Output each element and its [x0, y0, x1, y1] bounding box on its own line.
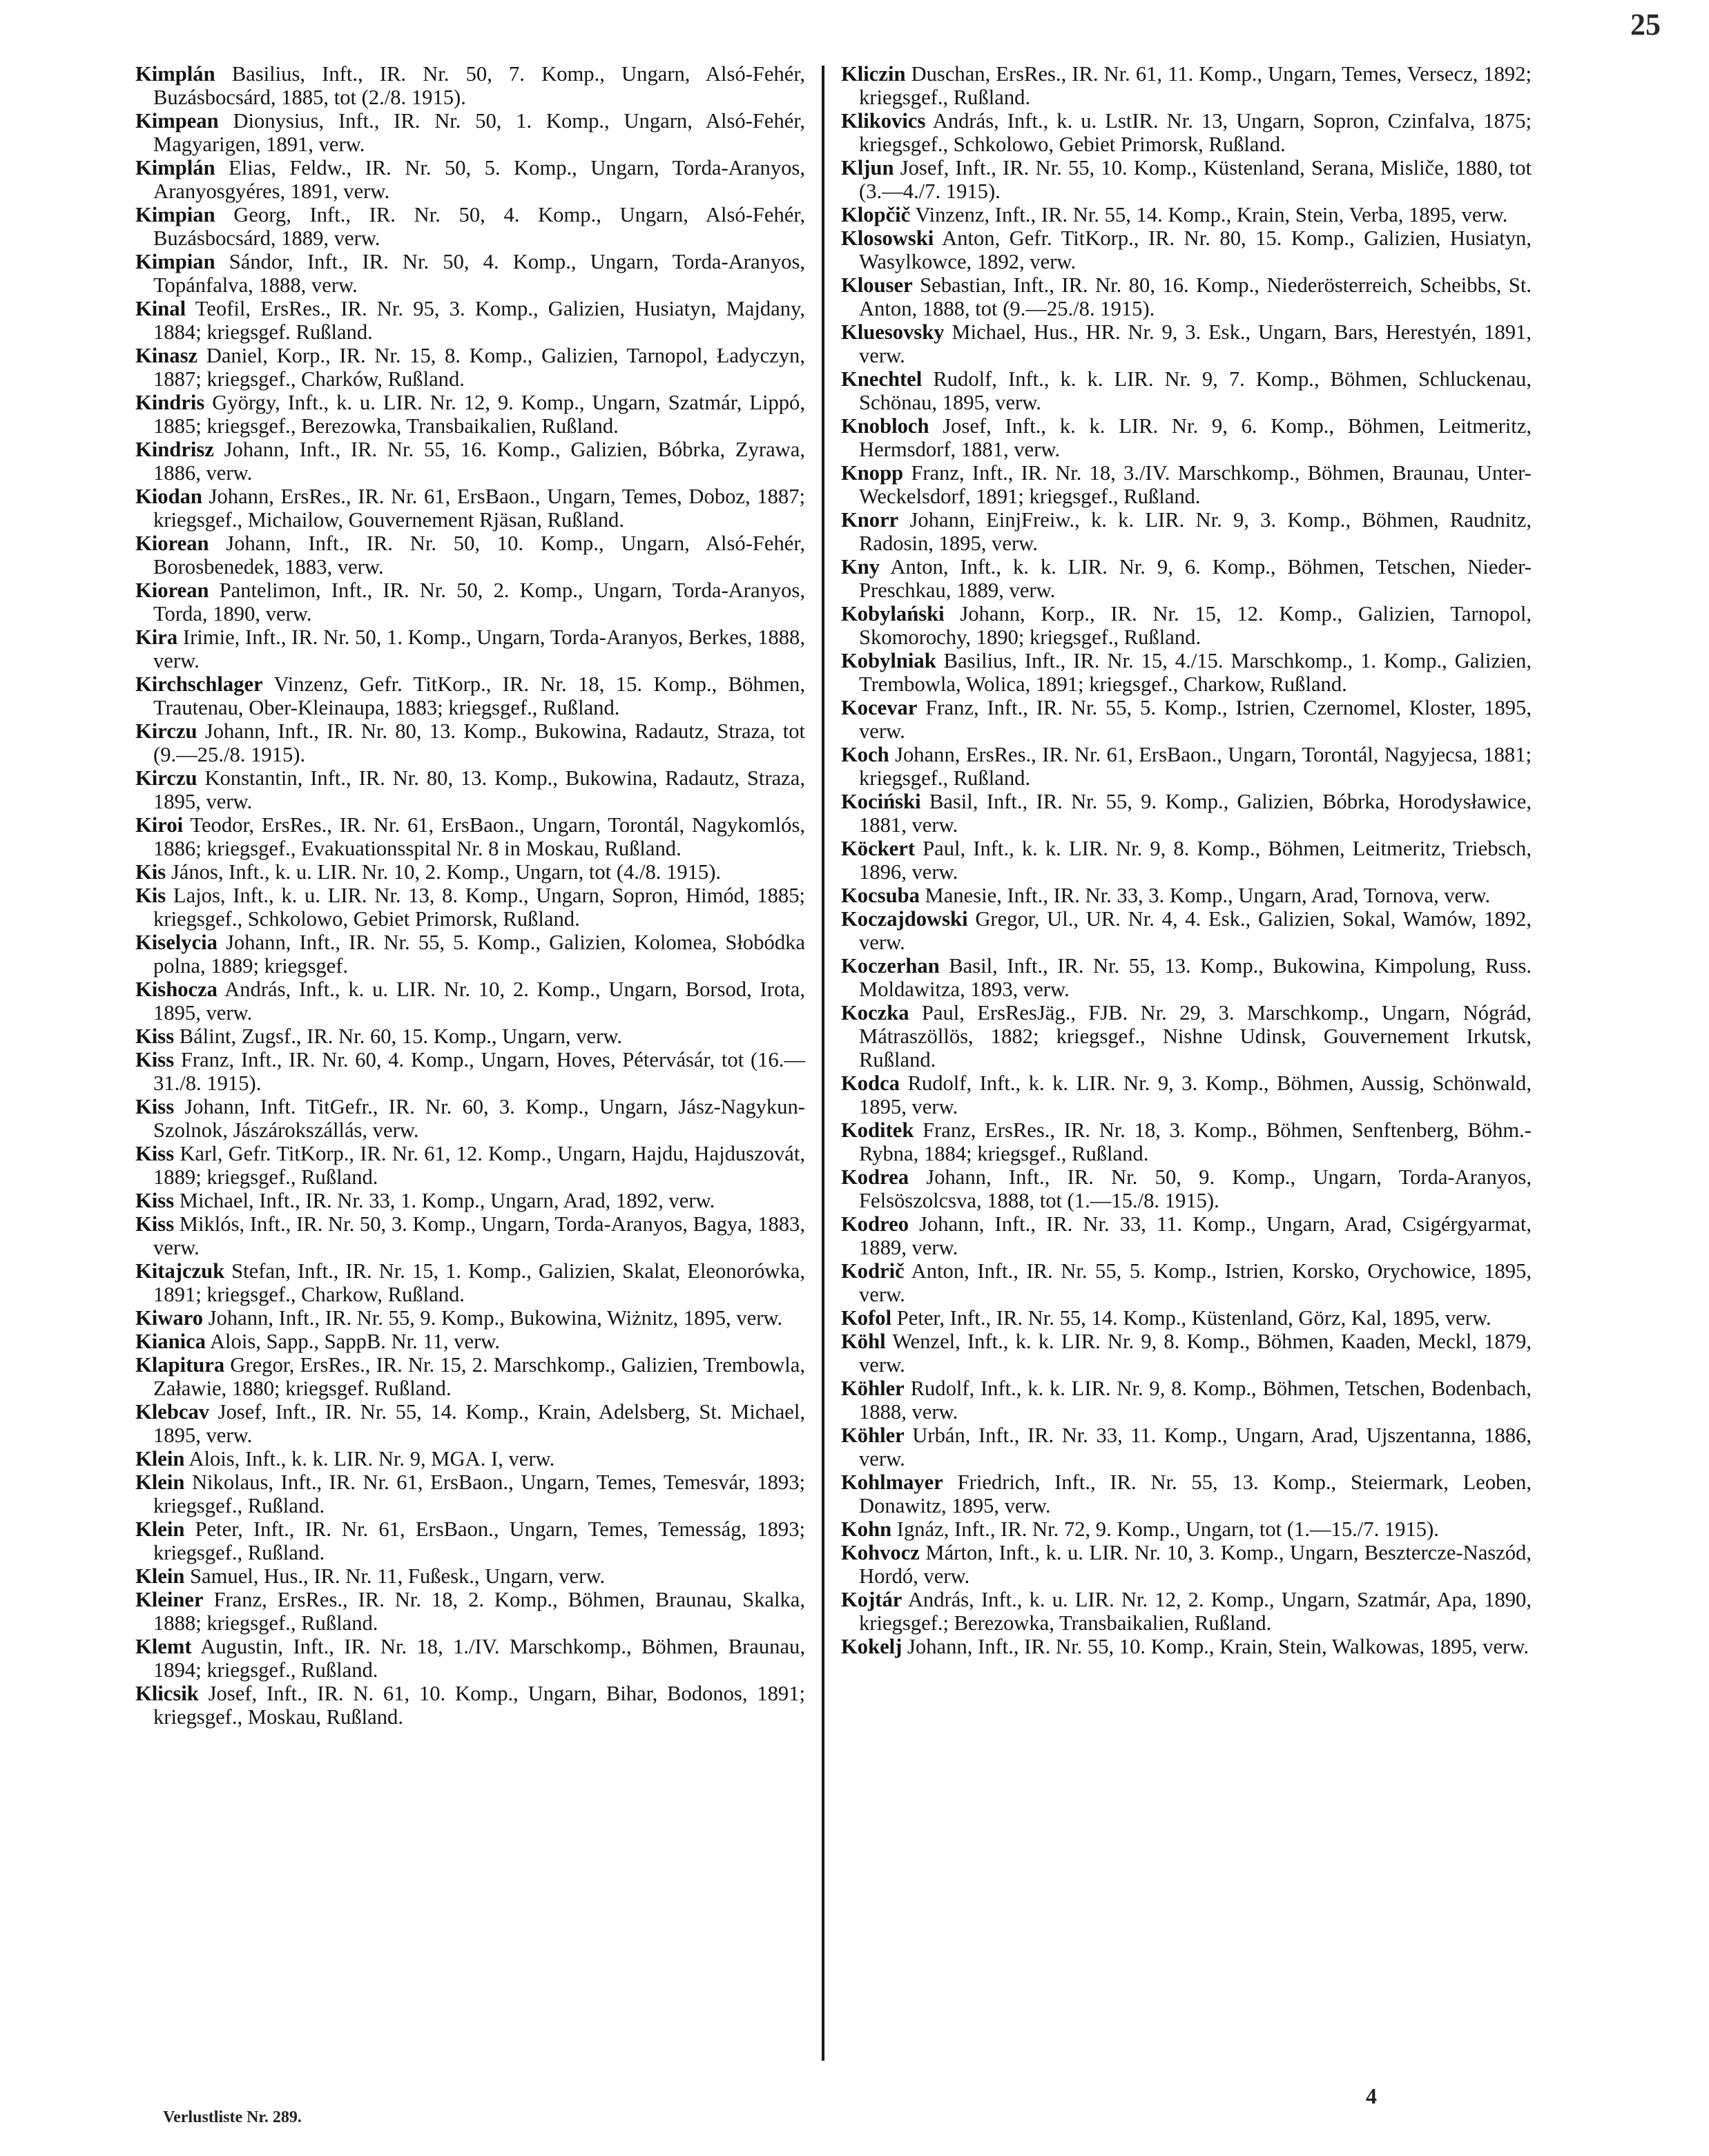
entry-surname: Kimpean	[135, 109, 219, 133]
entry-details: Franz, ErsRes., IR. Nr. 18, 2. Komp., Böhmen, Braunau, Skalka, 1888; kriegsgef., Rußland.	[153, 1588, 805, 1635]
entry-details: Peter, Inft., IR. Nr. 61, ErsBaon., Ungarn, Temes, Temesság, 1893; kriegsgef., Rußland.	[153, 1517, 805, 1564]
entry-details: Stefan, Inft., IR. Nr. 15, 1. Komp., Galizien, Skalat, Eleonorówka, 1891; kriegsgef., Charkow, Rußland.	[153, 1259, 805, 1306]
entry-details: Basil, Inft., IR. Nr. 55, 13. Komp., Bukowina, Kimpolung, Russ. Moldawitza, 1893, verw.	[859, 954, 1532, 1001]
casualty-entry	[135, 931, 805, 978]
entry-details: Manesie, Inft., IR. Nr. 33, 3. Komp., Ungarn, Arad, Tornova, verw.	[919, 884, 1491, 907]
entry-details: Augustin, Inft., IR. Nr. 18, 1./IV. Marschkomp., Böhmen, Braunau, 1894; kriegsgef., Rußland.	[153, 1635, 805, 1682]
entry-details: Johann, Inft., IR. Nr. 50, 10. Komp., Ungarn, Alsó-Fehér, Borosbenedek, 1883, verw.	[153, 532, 805, 579]
entry-details: Johann, ErsRes., IR. Nr. 61, ErsBaon., Ungarn, Torontál, Nagyjecsa, 1881; kriegsgef., Rußland.	[859, 743, 1532, 790]
casualty-entry	[841, 1212, 1532, 1259]
entry-details: Alois, Inft., k. k. LIR. Nr. 9, MGA. I, verw.	[184, 1447, 555, 1470]
casualty-entry	[135, 344, 805, 391]
entry-surname: Kiss	[135, 1048, 175, 1071]
entry-surname: Kimpian	[135, 203, 215, 226]
casualty-entry	[135, 1682, 805, 1729]
casualty-entry	[135, 1447, 805, 1470]
entry-details: Urbán, Inft., IR. Nr. 33, 11. Komp., Ungarn, Arad, Ujszentanna, 1886, verw.	[859, 1424, 1532, 1470]
casualty-entry	[135, 485, 805, 532]
casualty-entry	[841, 1541, 1532, 1588]
entry-surname: Kleiner	[135, 1588, 204, 1611]
casualty-entry	[841, 1588, 1532, 1635]
footer-list-label: Verlustliste Nr. 289.	[163, 2108, 302, 2126]
entry-details: Johann, Inft., IR. Nr. 55, 16. Komp., Galizien, Bóbrka, Zyrawa, 1886, verw.	[153, 438, 805, 485]
casualty-entry	[135, 1635, 805, 1682]
casualty-entry	[135, 532, 805, 579]
casualty-entry	[135, 813, 805, 860]
entry-surname: Koczka	[841, 1001, 909, 1024]
casualty-entry	[841, 156, 1532, 203]
entry-surname: Kohlmayer	[841, 1470, 943, 1494]
entry-surname: Klicsik	[135, 1682, 199, 1705]
casualty-entry	[841, 1165, 1532, 1212]
casualty-entry	[135, 1048, 805, 1095]
entry-details: Johann, Korp., IR. Nr. 15, 12. Komp., Galizien, Tarnopol, Skomorochy, 1890; kriegsgef., Rußland.	[859, 602, 1532, 649]
entry-surname: Kiss	[135, 1189, 175, 1212]
casualty-entry	[135, 1588, 805, 1635]
casualty-entry	[841, 226, 1532, 273]
casualty-entry	[135, 1400, 805, 1447]
casualty-entry	[841, 837, 1532, 884]
entry-surname: Klopčič	[841, 203, 911, 226]
entry-surname: Kojtár	[841, 1588, 902, 1611]
entry-surname: Klikovics	[841, 109, 926, 133]
casualty-entry	[135, 1330, 805, 1353]
casualty-entry	[135, 1142, 805, 1189]
casualty-entry	[841, 696, 1532, 743]
entry-details: Johann, Inft., IR. Nr. 55, 10. Komp., Krain, Stein, Walkowas, 1895, verw.	[902, 1635, 1529, 1658]
casualty-entry	[841, 1259, 1532, 1306]
entry-surname: Kiorean	[135, 532, 209, 555]
casualty-entry	[135, 625, 805, 672]
casualty-entry	[135, 1212, 805, 1259]
entry-surname: Köckert	[841, 837, 916, 860]
entry-surname: Kofol	[841, 1306, 892, 1330]
entry-surname: Klein	[135, 1517, 185, 1541]
casualty-entry	[135, 884, 805, 931]
entry-surname: Kiwaro	[135, 1306, 204, 1330]
entry-details: Elias, Feldw., IR. Nr. 50, 5. Komp., Ungarn, Torda-Aranyos, Aranyosgyéres, 1891, verw.	[153, 156, 805, 203]
entry-details: Sebastian, Inft., IR. Nr. 80, 16. Komp., Niederösterreich, Scheibbs, St. Anton, 1888, tot (9.—25./8. 1915).	[859, 273, 1532, 320]
casualty-entry	[135, 1095, 805, 1142]
casualty-entry	[135, 978, 805, 1024]
entry-surname: Koczerhan	[841, 954, 940, 978]
entry-details: György, Inft., k. u. LIR. Nr. 12, 9. Komp., Ungarn, Szatmár, Lippó, 1885; kriegsgef., Berezowka, Transbaikalien, Rußland.	[153, 391, 805, 438]
entry-surname: Kirczu	[135, 719, 197, 743]
entry-details: Paul, ErsResJäg., FJB. Nr. 29, 3. Marschkomp., Ungarn, Nógrád, Mátraszöllös, 1882; kriegsgef., Nishne Udinsk, Gouvernement Irkutsk, Rußland.	[859, 1001, 1532, 1071]
entry-surname: Kny	[841, 555, 880, 579]
entry-surname: Kianica	[135, 1330, 206, 1353]
entry-surname: Klein	[135, 1564, 185, 1588]
entry-surname: Kokelj	[841, 1635, 902, 1658]
entry-surname: Kis	[135, 884, 166, 907]
entry-details: Georg, Inft., IR. Nr. 50, 4. Komp., Ungarn, Alsó-Fehér, Buzásbocsárd, 1889, verw.	[153, 203, 805, 250]
casualty-entry	[841, 508, 1532, 555]
entry-details: András, Inft., k. u. LstIR. Nr. 13, Ungarn, Sopron, Czinfalva, 1875; kriegsgef., Schkolowo, Gebiet Primorsk, Rußland.	[859, 109, 1532, 156]
entry-details: Johann, EinjFreiw., k. k. LIR. Nr. 9, 3. Komp., Böhmen, Raudnitz, Radosin, 1895, verw.	[859, 508, 1532, 555]
entry-details: Josef, Inft., IR. Nr. 55, 14. Komp., Krain, Adelsberg, St. Michael, 1895, verw.	[153, 1400, 805, 1447]
entry-details: Teofil, ErsRes., IR. Nr. 95, 3. Komp., Galizien, Husiatyn, Majdany, 1884; kriegsgef. Rußland.	[153, 297, 805, 344]
casualty-entry	[135, 1306, 805, 1330]
casualty-entry	[135, 1564, 805, 1588]
casualty-entry	[841, 907, 1532, 954]
casualty-entry	[841, 1377, 1532, 1424]
entry-surname: Kocevar	[841, 696, 918, 719]
entry-surname: Kiss	[135, 1095, 175, 1118]
casualty-entry	[841, 884, 1532, 907]
casualty-entry	[841, 1470, 1532, 1517]
casualty-entry	[841, 62, 1532, 109]
casualty-entry	[841, 790, 1532, 837]
casualty-entry	[841, 1517, 1532, 1541]
entry-surname: Klapitura	[135, 1353, 225, 1377]
entry-surname: Kindrisz	[135, 438, 214, 461]
casualty-entry	[841, 954, 1532, 1001]
entry-details: Alois, Sapp., SappB. Nr. 11, verw.	[205, 1330, 501, 1353]
entry-details: Teodor, ErsRes., IR. Nr. 61, ErsBaon., Ungarn, Torontál, Nagykomlós, 1886; kriegsgef., Evakuationsspital Nr. 8 in Moskau, Rußland.	[153, 813, 805, 860]
casualty-entry	[135, 719, 805, 766]
casualty-entry	[135, 438, 805, 485]
entry-details: Johann, Inft., IR. Nr. 50, 9. Komp., Ungarn, Torda-Aranyos, Felsöszolcsva, 1888, tot (1.—15./8. 1915).	[859, 1165, 1532, 1212]
entry-details: Johann, Inft., IR. Nr. 80, 13. Komp., Bukowina, Radautz, Straza, tot (9.—25./8. 1915).	[153, 719, 805, 766]
entry-details: Anton, Gefr. TitKorp., IR. Nr. 80, 15. Komp., Galizien, Husiatyn, Wasylkowce, 1892, verw.	[859, 226, 1532, 273]
entry-surname: Kobylniak	[841, 649, 936, 672]
entry-details: Sándor, Inft., IR. Nr. 50, 4. Komp., Ungarn, Torda-Aranyos, Topánfalva, 1888, verw.	[153, 250, 805, 297]
entry-details: Bálint, Zugsf., IR. Nr. 60, 15. Komp., Ungarn, verw.	[174, 1024, 623, 1048]
entry-details: Basil, Inft., IR. Nr. 55, 9. Komp., Galizien, Bóbrka, Horodysławice, 1881, verw.	[859, 790, 1532, 837]
entry-details: Anton, Inft., k. k. LIR. Nr. 9, 6. Komp., Böhmen, Tetschen, Nieder-Preschkau, 1889, verw.	[859, 555, 1532, 602]
entry-surname: Klosowski	[841, 226, 934, 250]
entry-surname: Kiodan	[135, 485, 202, 508]
entry-surname: Klemt	[135, 1635, 192, 1658]
entry-details: Vinzenz, Inft., IR. Nr. 55, 14. Komp., Krain, Stein, Verba, 1895, verw.	[910, 203, 1508, 226]
entry-details: János, Inft., k. u. LIR. Nr. 10, 2. Komp., Ungarn, tot (4./8. 1915).	[166, 860, 722, 884]
casualty-entry	[135, 297, 805, 344]
casualty-entry	[135, 1470, 805, 1517]
entry-details: Michael, Hus., HR. Nr. 9, 3. Esk., Ungarn, Bars, Herestyén, 1891, verw.	[859, 320, 1532, 367]
entry-details: András, Inft., k. u. LIR. Nr. 10, 2. Komp., Ungarn, Borsod, Irota, 1895, verw.	[153, 978, 805, 1024]
casualty-entry	[135, 62, 805, 109]
entry-details: Rudolf, Inft., k. k. LIR. Nr. 9, 3. Komp., Böhmen, Aussig, Schönwald, 1895, verw.	[859, 1071, 1532, 1118]
entry-surname: Knechtel	[841, 367, 923, 391]
entry-details: Franz, Inft., IR. Nr. 60, 4. Komp., Ungarn, Hoves, Pétervásár, tot (16.—31./8. 1915).	[153, 1048, 805, 1095]
entry-details: Johann, Inft. TitGefr., IR. Nr. 60, 3. Komp., Ungarn, Jász-Nagykun-Szolnok, Jászárokszállás, verw.	[153, 1095, 805, 1142]
entry-details: Paul, Inft., k. k. LIR. Nr. 9, 8. Komp., Böhmen, Leitmeritz, Triebsch, 1896, verw.	[859, 837, 1532, 884]
entry-details: Wenzel, Inft., k. k. LIR. Nr. 9, 8. Komp., Böhmen, Kaaden, Meckl, 1879, verw.	[859, 1330, 1532, 1377]
entry-details: Franz, ErsRes., IR. Nr. 18, 3. Komp., Böhmen, Senftenberg, Böhm.-Rybna, 1884; kriegsgef., Rußland.	[859, 1118, 1532, 1165]
casualty-entry	[135, 250, 805, 297]
entry-details: Irimie, Inft., IR. Nr. 50, 1. Komp., Ungarn, Torda-Aranyos, Berkes, 1888, verw.	[153, 625, 805, 672]
entry-details: Gregor, Ul., UR. Nr. 4, 4. Esk., Galizien, Sokal, Wamów, 1892, verw.	[859, 907, 1532, 954]
entry-details: Konstantin, Inft., IR. Nr. 80, 13. Komp., Bukowina, Radautz, Straza, 1895, verw.	[153, 766, 805, 813]
entry-surname: Kimplán	[135, 62, 215, 86]
entry-surname: Kocsuba	[841, 884, 920, 907]
entry-details: Miklós, Inft., IR. Nr. 50, 3. Komp., Ungarn, Torda-Aranyos, Bagya, 1883, verw.	[153, 1212, 805, 1259]
entry-surname: Kirczu	[135, 766, 197, 790]
entry-details: Pantelimon, Inft., IR. Nr. 50, 2. Komp., Ungarn, Torda-Aranyos, Torda, 1890, verw.	[153, 579, 805, 625]
casualty-entry	[135, 156, 805, 203]
entry-surname: Kluesovsky	[841, 320, 945, 344]
entry-details: Samuel, Hus., IR. Nr. 11, Fußesk., Ungarn, verw.	[184, 1564, 606, 1588]
entry-surname: Kimplán	[135, 156, 215, 179]
entry-surname: Kimpian	[135, 250, 215, 273]
entry-details: Josef, Inft., IR. Nr. 55, 10. Komp., Küstenland, Serana, Misliče, 1880, tot (3.—4./7. 1915).	[859, 156, 1532, 203]
casualty-entry	[841, 1071, 1532, 1118]
casualty-entry	[841, 109, 1532, 156]
entry-details: Vinzenz, Gefr. TitKorp., IR. Nr. 18, 15. Komp., Böhmen, Trautenau, Ober-Kleinaupa, 1883; kriegsgef., Rußland.	[153, 672, 805, 719]
entry-details: Josef, Inft., k. k. LIR. Nr. 9, 6. Komp., Böhmen, Leitmeritz, Hermsdorf, 1881, verw.	[859, 414, 1532, 461]
casualty-entry	[135, 672, 805, 719]
casualty-entry	[135, 1517, 805, 1564]
entry-surname: Kis	[135, 860, 166, 884]
casualty-entry	[841, 602, 1532, 649]
entry-surname: Kishocza	[135, 978, 218, 1001]
entry-surname: Kiorean	[135, 579, 209, 602]
entry-surname: Kociński	[841, 790, 921, 813]
page-number: 25	[1630, 8, 1661, 41]
casualty-entry	[841, 743, 1532, 790]
entry-details: Friedrich, Inft., IR. Nr. 55, 13. Komp., Steiermark, Leoben, Donawitz, 1895, verw.	[859, 1470, 1532, 1517]
entry-surname: Kiroi	[135, 813, 184, 837]
casualty-entry	[841, 320, 1532, 367]
casualty-entry	[841, 1424, 1532, 1470]
entry-details: Johann, Inft., IR. Nr. 55, 9. Komp., Bukowina, Wiżnitz, 1895, verw.	[203, 1306, 783, 1330]
entry-surname: Kiss	[135, 1142, 175, 1165]
entry-details: Franz, Inft., IR. Nr. 18, 3./IV. Marschkomp., Böhmen, Braunau, Unter-Weckelsdorf, 1891; kriegsgef., Rußland.	[859, 461, 1532, 508]
entry-details: Karl, Gefr. TitKorp., IR. Nr. 61, 12. Komp., Ungarn, Hajdu, Hajduszovát, 1889; kriegsgef., Rußland.	[153, 1142, 805, 1189]
entry-surname: Kodrea	[841, 1165, 909, 1189]
entry-surname: Klein	[135, 1447, 185, 1470]
entry-surname: Kira	[135, 625, 178, 649]
entry-details: Márton, Inft., k. u. LIR. Nr. 10, 3. Komp., Ungarn, Besztercze-Naszód, Hordó, verw.	[859, 1541, 1532, 1588]
casualty-entry	[135, 109, 805, 156]
entry-surname: Kodca	[841, 1071, 900, 1095]
casualty-entry	[841, 203, 1532, 226]
entry-surname: Kljun	[841, 156, 894, 179]
entry-details: Ignáz, Inft., IR. Nr. 72, 9. Komp., Ungarn, tot (1.—15./7. 1915).	[891, 1517, 1439, 1541]
entry-details: Josef, Inft., IR. N. 61, 10. Komp., Ungarn, Bihar, Bodonos, 1891; kriegsgef., Moskau, Rußland.	[153, 1682, 805, 1729]
entry-surname: Kitajczuk	[135, 1259, 225, 1283]
entry-details: Rudolf, Inft., k. k. LIR. Nr. 9, 7. Komp., Böhmen, Schluckenau, Schönau, 1895, verw.	[859, 367, 1532, 414]
casualty-entry	[135, 579, 805, 625]
entry-surname: Kohn	[841, 1517, 892, 1541]
entry-details: Lajos, Inft., k. u. LIR. Nr. 13, 8. Komp., Ungarn, Sopron, Himód, 1885; kriegsgef., Schkolowo, Gebiet Primorsk, Rußland.	[153, 884, 805, 931]
casualty-entry	[841, 1635, 1532, 1658]
entry-details: Basilius, Inft., IR. Nr. 15, 4./15. Marschkomp., 1. Komp., Galizien, Trembowla, Wolica, 1891; kriegsgef., Charkow, Rußland.	[859, 649, 1532, 696]
entry-details: Basilius, Inft., IR. Nr. 50, 7. Komp., Ungarn, Alsó-Fehér, Buzásbocsárd, 1885, tot (2./8. 1915).	[153, 62, 805, 109]
entry-surname: Koczajdowski	[841, 907, 968, 931]
entry-surname: Kinasz	[135, 344, 198, 367]
entry-details: Duschan, ErsRes., IR. Nr. 61, 11. Komp., Ungarn, Temes, Versecz, 1892; kriegsgef., Rußland.	[859, 62, 1532, 109]
casualty-entry	[841, 414, 1532, 461]
casualty-entry	[841, 461, 1532, 508]
casualty-entry	[135, 1189, 805, 1212]
entry-surname: Koditek	[841, 1118, 914, 1142]
entry-surname: Kiss	[135, 1024, 175, 1048]
entry-surname: Klein	[135, 1470, 185, 1494]
entry-surname: Knobloch	[841, 414, 929, 438]
entry-surname: Kiselycia	[135, 931, 218, 954]
casualty-entry	[135, 1024, 805, 1048]
entry-surname: Kiss	[135, 1212, 175, 1236]
entry-surname: Kohvocz	[841, 1541, 920, 1564]
entry-surname: Knorr	[841, 508, 899, 532]
entry-details: Anton, Inft., IR. Nr. 55, 5. Komp., Istrien, Korsko, Orychowice, 1895, verw.	[859, 1259, 1532, 1306]
entry-details: Daniel, Korp., IR. Nr. 15, 8. Komp., Galizien, Tarnopol, Ładyczyn, 1887; kriegsgef., Charków, Rußland.	[153, 344, 805, 391]
casualty-entry	[135, 766, 805, 813]
casualty-entry	[135, 1353, 805, 1400]
right-column	[841, 62, 1532, 1658]
entry-surname: Kobylański	[841, 602, 945, 625]
entry-details: Franz, Inft., IR. Nr. 55, 5. Komp., Istrien, Czernomel, Kloster, 1895, verw.	[859, 696, 1532, 743]
casualty-entry	[841, 1306, 1532, 1330]
entry-surname: Kinal	[135, 297, 186, 320]
entry-surname: Köhler	[841, 1377, 905, 1400]
entry-surname: Klebcav	[135, 1400, 210, 1424]
casualty-entry	[135, 1259, 805, 1306]
entry-surname: Koch	[841, 743, 889, 766]
entry-details: Peter, Inft., IR. Nr. 55, 14. Komp., Küstenland, Görz, Kal, 1895, verw.	[891, 1306, 1491, 1330]
left-column	[135, 62, 805, 1729]
entry-surname: Kodrič	[841, 1259, 905, 1283]
casualty-entry	[841, 649, 1532, 696]
entry-details: Gregor, ErsRes., IR. Nr. 15, 2. Marschkomp., Galizien, Trembowla, Załawie, 1880; kriegsgef. Rußland.	[153, 1353, 805, 1400]
casualty-entry	[841, 555, 1532, 602]
entry-surname: Kindris	[135, 391, 205, 414]
entry-surname: Kodreo	[841, 1212, 909, 1236]
entry-surname: Köhler	[841, 1424, 905, 1447]
casualty-entry	[135, 203, 805, 250]
casualty-entry	[841, 367, 1532, 414]
entry-details: András, Inft., k. u. LIR. Nr. 12, 2. Komp., Ungarn, Szatmár, Apa, 1890, kriegsgef.; Berezowka, Transbaikalien, Rußland.	[859, 1588, 1532, 1635]
entry-details: Johann, Inft., IR. Nr. 55, 5. Komp., Galizien, Kolomea, Słobódka polna, 1889; kriegsgef.	[153, 931, 805, 978]
entry-details: Nikolaus, Inft., IR. Nr. 61, ErsBaon., Ungarn, Temes, Temesvár, 1893; kriegsgef., Rußland.	[153, 1470, 805, 1517]
entry-details: Johann, ErsRes., IR. Nr. 61, ErsBaon., Ungarn, Temes, Doboz, 1887; kriegsgef., Michailow, Gouvernement Rjäsan, Rußland.	[153, 485, 805, 532]
casualty-entry	[135, 860, 805, 884]
entry-details: Dionysius, Inft., IR. Nr. 50, 1. Komp., Ungarn, Alsó-Fehér, Magyarigen, 1891, verw.	[153, 109, 805, 156]
entry-surname: Klouser	[841, 273, 913, 297]
entry-details: Rudolf, Inft., k. k. LIR. Nr. 9, 8. Komp., Böhmen, Tetschen, Bodenbach, 1888, verw.	[859, 1377, 1532, 1424]
entry-surname: Kirchschlager	[135, 672, 263, 696]
casualty-entry	[135, 391, 805, 438]
casualty-entry	[841, 1118, 1532, 1165]
casualty-entry	[841, 273, 1532, 320]
entry-surname: Knopp	[841, 461, 904, 485]
entry-details: Johann, Inft., IR. Nr. 33, 11. Komp., Ungarn, Arad, Csigérgyarmat, 1889, verw.	[859, 1212, 1532, 1259]
entry-details: Michael, Inft., IR. Nr. 33, 1. Komp., Ungarn, Arad, 1892, verw.	[174, 1189, 715, 1212]
footer-sheet-number: 4	[1366, 2084, 1377, 2108]
casualty-entry	[841, 1001, 1532, 1071]
column-divider	[822, 66, 824, 2061]
casualty-entry	[841, 1330, 1532, 1377]
entry-surname: Kliczin	[841, 62, 906, 86]
entry-surname: Köhl	[841, 1330, 886, 1353]
